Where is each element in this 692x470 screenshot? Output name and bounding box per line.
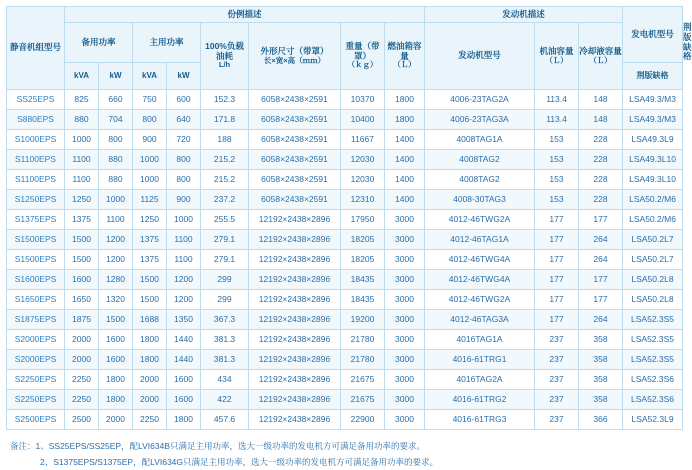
col-header-load100-unit: L/h xyxy=(218,60,231,70)
cell-dimension: 6058×2438×2591 xyxy=(249,190,341,210)
cell-engine-model: 4012-46TWG2A xyxy=(425,210,535,230)
cell-alternator-model: LSA49.3/M3 xyxy=(623,110,683,130)
cell-engine-model: 4012-46TAG1A xyxy=(425,230,535,250)
cell-engine-model: 4006-23TAG2A xyxy=(425,90,535,110)
cell-dimension: 12192×2438×2896 xyxy=(249,230,341,250)
cell-engine-model: 4012-46TWG2A xyxy=(425,290,535,310)
table-sub-header-row: 备用功率 主用功率 100%负载油耗 L/h 外形尺寸（带罩） 长×宽×高（ｍｍ） 重量（带罩） （ｋｇ） 燃油箱容量 （Ｌ） 发动机型号 机油容量 （Ｌ） 冷却液容量 （Ｌ） 荆版缺格 xyxy=(7,23,683,63)
cell-load100: 279.1 xyxy=(201,230,249,250)
col-header-tank-label: 燃油箱容量 xyxy=(387,40,422,61)
cell-unit-model: S1600EPS xyxy=(7,270,65,290)
cell-standby-kw: 1600 xyxy=(99,350,133,370)
cell-prime-kva: 2000 xyxy=(133,370,167,390)
cell-standby-kw: 1200 xyxy=(99,250,133,270)
table-row xyxy=(7,290,683,310)
cell-prime-kva: 1125 xyxy=(133,190,167,210)
cell-alternator-model: LSA49.3L10 xyxy=(623,170,683,190)
table-row xyxy=(7,330,683,350)
col-header-load100 xyxy=(201,23,249,90)
cell-prime-kva: 2250 xyxy=(133,410,167,430)
cell-prime-kw: 1100 xyxy=(167,230,201,250)
cell-weight: 12030 xyxy=(341,150,385,170)
col-header-weight-label: 重量（带罩） xyxy=(345,40,380,61)
cell-tank: 1400 xyxy=(385,130,425,150)
cell-weight: 18205 xyxy=(341,230,385,250)
cell-prime-kw: 1440 xyxy=(167,350,201,370)
cell-dimension: 12192×2438×2896 xyxy=(249,310,341,330)
cell-oil: 153 xyxy=(535,170,579,190)
col-header-dimension-label: 外形尺寸（带罩） xyxy=(260,45,329,56)
cell-unit-model: S1250EPS xyxy=(7,190,65,210)
cell-alternator-model: LSA49.3L9 xyxy=(623,130,683,150)
cell-oil: 177 xyxy=(535,270,579,290)
cell-cool: 264 xyxy=(579,250,623,270)
cell-standby-kva: 1100 xyxy=(65,170,99,190)
table-group-header-row xyxy=(7,7,683,23)
cell-engine-model: 4016TAG1A xyxy=(425,330,535,350)
cell-engine-model: 4016TAG2A xyxy=(425,370,535,390)
cell-tank: 3000 xyxy=(385,210,425,230)
cell-standby-kva: 2000 xyxy=(65,330,99,350)
cell-tank: 1400 xyxy=(385,190,425,210)
cell-oil: 177 xyxy=(535,230,579,250)
col-header-cool xyxy=(579,23,623,90)
cell-prime-kva: 1250 xyxy=(133,210,167,230)
cell-oil: 113.4 xyxy=(535,90,579,110)
cell-tank: 3000 xyxy=(385,310,425,330)
cell-weight: 21780 xyxy=(341,330,385,350)
cell-oil: 237 xyxy=(535,390,579,410)
cell-tank: 1400 xyxy=(385,150,425,170)
cell-prime-kva: 750 xyxy=(133,90,167,110)
cell-tank: 3000 xyxy=(385,270,425,290)
cell-weight: 11667 xyxy=(341,130,385,150)
cell-alternator-model: LSA49.3/M3 xyxy=(623,90,683,110)
cell-prime-kva: 1000 xyxy=(133,170,167,190)
cell-standby-kw: 1000 xyxy=(99,190,133,210)
cell-load100: 188 xyxy=(201,130,249,150)
cell-unit-model: S1100EPS xyxy=(7,170,65,190)
generator-spec-table xyxy=(6,6,692,430)
cell-unit-model: S1875EPS xyxy=(7,310,65,330)
cell-cool: 177 xyxy=(579,210,623,230)
cell-load100: 255.5 xyxy=(201,210,249,230)
cell-unit-model: SS25EPS xyxy=(7,90,65,110)
cell-prime-kva: 1375 xyxy=(133,230,167,250)
cell-weight: 19200 xyxy=(341,310,385,330)
cell-prime-kva: 1800 xyxy=(133,350,167,370)
cell-oil: 237 xyxy=(535,330,579,350)
cell-engine-model: 4012-46TWG4A xyxy=(425,250,535,270)
cell-oil: 237 xyxy=(535,410,579,430)
cell-dimension: 12192×2438×2896 xyxy=(249,350,341,370)
cell-engine-model: 4016-61TRG1 xyxy=(425,350,535,370)
table-row xyxy=(7,190,683,210)
cell-engine-model: 4012-46TAG3A xyxy=(425,310,535,330)
col-header-dimension xyxy=(249,23,341,90)
cell-weight: 18205 xyxy=(341,250,385,270)
cell-dimension: 12192×2438×2896 xyxy=(249,290,341,310)
col-header-standby-kw: kW xyxy=(99,63,133,90)
cell-cool: 148 xyxy=(579,90,623,110)
cell-cool: 264 xyxy=(579,230,623,250)
cell-weight: 21675 xyxy=(341,390,385,410)
col-header-cool-label: 冷却液容量 xyxy=(579,45,622,56)
cell-weight: 10370 xyxy=(341,90,385,110)
table-header xyxy=(7,7,692,90)
col-header-oil-label: 机油容量 xyxy=(539,45,574,56)
cell-prime-kw: 1000 xyxy=(167,210,201,230)
col-header-oil xyxy=(535,23,579,90)
col-header-alt-model-2: 荆版缺格 xyxy=(623,63,683,90)
cell-load100: 215.2 xyxy=(201,150,249,170)
cell-standby-kw: 1280 xyxy=(99,270,133,290)
cell-standby-kva: 825 xyxy=(65,90,99,110)
cell-tank: 3000 xyxy=(385,410,425,430)
cell-unit-model: S2500EPS xyxy=(7,410,65,430)
cell-alternator-model: LSA49.3L10 xyxy=(623,150,683,170)
cell-prime-kw: 1600 xyxy=(167,370,201,390)
cell-standby-kw: 2000 xyxy=(99,410,133,430)
cell-standby-kw: 660 xyxy=(99,90,133,110)
cell-alternator-model: LSA50.2L7 xyxy=(623,250,683,270)
cell-cool: 358 xyxy=(579,370,623,390)
group-header-alternator: 发电机型号 xyxy=(623,7,683,63)
table-row xyxy=(7,110,683,130)
cell-standby-kw: 1200 xyxy=(99,230,133,250)
cell-engine-model: 4008-30TAG3 xyxy=(425,190,535,210)
cell-weight: 21780 xyxy=(341,350,385,370)
note-1-text: 1、SS25EPS/SS25EP，配LVI634B只满足主用功率，选大一级功率的发电机方可满足备用功率的要求。 xyxy=(35,441,426,452)
cell-standby-kw: 1800 xyxy=(99,370,133,390)
cell-standby-kw: 704 xyxy=(99,110,133,130)
table-row xyxy=(7,370,683,390)
cell-prime-kw: 900 xyxy=(167,190,201,210)
cell-load100: 215.2 xyxy=(201,170,249,190)
table-body xyxy=(7,90,683,430)
table-row xyxy=(7,130,683,150)
cell-dimension: 12192×2438×2896 xyxy=(249,270,341,290)
cell-standby-kva: 1100 xyxy=(65,150,99,170)
cell-weight: 10400 xyxy=(341,110,385,130)
cell-alternator-model: LSA50.2/M6 xyxy=(623,210,683,230)
cell-weight: 18435 xyxy=(341,270,385,290)
cell-oil: 153 xyxy=(535,190,579,210)
cell-alternator-model: LSA50.2L8 xyxy=(623,270,683,290)
cell-unit-model: S1375EPS xyxy=(7,210,65,230)
cell-load100: 171.8 xyxy=(201,110,249,130)
table-row xyxy=(7,270,683,290)
cell-alternator-model: LSA52.3S6 xyxy=(623,370,683,390)
cell-load100: 381.3 xyxy=(201,350,249,370)
cell-cool: 228 xyxy=(579,170,623,190)
cell-engine-model: 4008TAG2 xyxy=(425,170,535,190)
cell-unit-model: S2250EPS xyxy=(7,370,65,390)
cell-weight: 17950 xyxy=(341,210,385,230)
cell-prime-kw: 1200 xyxy=(167,290,201,310)
cell-prime-kva: 900 xyxy=(133,130,167,150)
table-row xyxy=(7,90,683,110)
cell-prime-kw: 1800 xyxy=(167,410,201,430)
cell-cool: 366 xyxy=(579,410,623,430)
col-header-weight-unit: （ｋｇ） xyxy=(347,60,378,70)
table-row xyxy=(7,250,683,270)
cell-alternator-model: LSA52.3S5 xyxy=(623,330,683,350)
cell-cool: 358 xyxy=(579,350,623,370)
cell-prime-kw: 1200 xyxy=(167,270,201,290)
col-header-prime: 主用功率 xyxy=(133,23,201,63)
col-header-unit-model: 静音机组型号 xyxy=(7,7,65,90)
cell-alternator-model: LSA50.2/M6 xyxy=(623,190,683,210)
table-row xyxy=(7,350,683,370)
cell-cool: 358 xyxy=(579,390,623,410)
cell-standby-kva: 2000 xyxy=(65,350,99,370)
cell-load100: 279.1 xyxy=(201,250,249,270)
cell-standby-kva: 2250 xyxy=(65,390,99,410)
notes-label: 备注： xyxy=(10,441,36,452)
cell-standby-kw: 1600 xyxy=(99,330,133,350)
cell-load100: 381.3 xyxy=(201,330,249,350)
table-row xyxy=(7,230,683,250)
group-header-engine: 发动机描述 xyxy=(425,7,623,23)
cell-standby-kva: 1000 xyxy=(65,130,99,150)
cell-prime-kw: 1440 xyxy=(167,330,201,350)
col-header-oil-unit: （Ｌ） xyxy=(545,55,568,65)
cell-prime-kva: 1000 xyxy=(133,150,167,170)
cell-dimension: 6058×2438×2591 xyxy=(249,130,341,150)
group-header-spec: 份例描述 xyxy=(65,7,425,23)
cell-oil: 153 xyxy=(535,150,579,170)
cell-cool: 228 xyxy=(579,150,623,170)
cell-dimension: 12192×2438×2896 xyxy=(249,250,341,270)
cell-weight: 22900 xyxy=(341,410,385,430)
cell-oil: 177 xyxy=(535,310,579,330)
cell-prime-kva: 1500 xyxy=(133,270,167,290)
cell-standby-kva: 880 xyxy=(65,110,99,130)
cell-standby-kw: 1500 xyxy=(99,310,133,330)
col-header-standby: 备用功率 xyxy=(65,23,133,63)
cell-alternator-model: LSA50.2L7 xyxy=(623,230,683,250)
cell-load100: 299 xyxy=(201,270,249,290)
cell-unit-model: S2250EPS xyxy=(7,390,65,410)
cell-weight: 21675 xyxy=(341,370,385,390)
col-header-load100-label: 100%负载油耗 xyxy=(205,40,244,61)
cell-engine-model: 4008TAG2 xyxy=(425,150,535,170)
cell-alternator-model: LSA50.2L8 xyxy=(623,290,683,310)
note-line-1 xyxy=(10,438,674,454)
cell-engine-model: 4006-23TAG3A xyxy=(425,110,535,130)
cell-prime-kw: 800 xyxy=(167,150,201,170)
cell-unit-model: S1500EPS xyxy=(7,250,65,270)
col-header-weight xyxy=(341,23,385,90)
cell-standby-kva: 1600 xyxy=(65,270,99,290)
cell-cool: 228 xyxy=(579,190,623,210)
cell-load100: 299 xyxy=(201,290,249,310)
cell-prime-kva: 1688 xyxy=(133,310,167,330)
col-header-cool-unit: （Ｌ） xyxy=(589,55,612,65)
cell-unit-model: S2000EPS xyxy=(7,350,65,370)
cell-dimension: 12192×2438×2896 xyxy=(249,370,341,390)
cell-weight: 18435 xyxy=(341,290,385,310)
cell-standby-kva: 2250 xyxy=(65,370,99,390)
cell-load100: 367.3 xyxy=(201,310,249,330)
cell-alternator-model: LSA52.3S5 xyxy=(623,350,683,370)
notes-block xyxy=(6,438,674,470)
cell-oil: 177 xyxy=(535,290,579,310)
table-row xyxy=(7,410,683,430)
cell-cool: 264 xyxy=(579,310,623,330)
cell-unit-model: S2000EPS xyxy=(7,330,65,350)
cell-standby-kw: 880 xyxy=(99,170,133,190)
cell-load100: 422 xyxy=(201,390,249,410)
cell-tank: 3000 xyxy=(385,390,425,410)
cell-cool: 177 xyxy=(579,270,623,290)
cell-standby-kw: 1800 xyxy=(99,390,133,410)
cell-standby-kw: 880 xyxy=(99,150,133,170)
cell-oil: 153 xyxy=(535,130,579,150)
cell-engine-model: 4008TAG1A xyxy=(425,130,535,150)
cell-standby-kw: 800 xyxy=(99,130,133,150)
cell-prime-kva: 1500 xyxy=(133,290,167,310)
cell-oil: 113.4 xyxy=(535,110,579,130)
cell-tank: 1800 xyxy=(385,110,425,130)
cell-tank: 3000 xyxy=(385,370,425,390)
cell-standby-kva: 1375 xyxy=(65,210,99,230)
cell-engine-model: 4016-61TRG3 xyxy=(425,410,535,430)
cell-standby-kw: 1320 xyxy=(99,290,133,310)
cell-standby-kva: 1650 xyxy=(65,290,99,310)
table-row xyxy=(7,310,683,330)
cell-tank: 3000 xyxy=(385,290,425,310)
table-row xyxy=(7,210,683,230)
col-header-standby-kva: kVA xyxy=(65,63,99,90)
cell-prime-kw: 1350 xyxy=(167,310,201,330)
cell-load100: 237.2 xyxy=(201,190,249,210)
cell-unit-model: S880EPS xyxy=(7,110,65,130)
cell-weight: 12030 xyxy=(341,170,385,190)
cell-prime-kva: 2000 xyxy=(133,390,167,410)
cell-alternator-model: LSA52.3L9 xyxy=(623,410,683,430)
col-header-prime-kw: kW xyxy=(167,63,201,90)
cell-engine-model: 4016-61TRG2 xyxy=(425,390,535,410)
cell-alternator-model: LSA52.3S5 xyxy=(623,310,683,330)
cell-load100: 434 xyxy=(201,370,249,390)
col-header-prime-kva: kVA xyxy=(133,63,167,90)
col-header-dimension-unit: 长×宽×高（ｍｍ） xyxy=(263,55,326,65)
cell-standby-kva: 1500 xyxy=(65,250,99,270)
cell-standby-kva: 1250 xyxy=(65,190,99,210)
cell-load100: 152.3 xyxy=(201,90,249,110)
cell-oil: 237 xyxy=(535,370,579,390)
cell-tank: 3000 xyxy=(385,350,425,370)
cell-unit-model: S1650EPS xyxy=(7,290,65,310)
cell-prime-kw: 1100 xyxy=(167,250,201,270)
cell-unit-model: S1000EPS xyxy=(7,130,65,150)
col-header-tank-unit: （Ｌ） xyxy=(393,60,416,70)
cell-cool: 358 xyxy=(579,330,623,350)
cell-prime-kva: 800 xyxy=(133,110,167,130)
table-row xyxy=(7,390,683,410)
cell-unit-model: S1500EPS xyxy=(7,230,65,250)
note-line-2 xyxy=(10,454,674,470)
cell-prime-kw: 800 xyxy=(167,170,201,190)
cell-oil: 177 xyxy=(535,210,579,230)
cell-prime-kw: 720 xyxy=(167,130,201,150)
cell-engine-model: 4012-46TWG4A xyxy=(425,270,535,290)
col-header-tank xyxy=(385,23,425,90)
cell-alternator-model: LSA52.3S6 xyxy=(623,390,683,410)
cell-prime-kva: 1375 xyxy=(133,250,167,270)
cell-dimension: 12192×2438×2896 xyxy=(249,390,341,410)
cell-dimension: 6058×2438×2591 xyxy=(249,170,341,190)
cell-weight: 12310 xyxy=(341,190,385,210)
cell-prime-kva: 1800 xyxy=(133,330,167,350)
cell-tank: 3000 xyxy=(385,230,425,250)
cell-cool: 177 xyxy=(579,290,623,310)
table-row xyxy=(7,150,683,170)
cell-standby-kw: 1100 xyxy=(99,210,133,230)
cell-oil: 177 xyxy=(535,250,579,270)
cell-dimension: 6058×2438×2591 xyxy=(249,150,341,170)
cell-tank: 3000 xyxy=(385,330,425,350)
cell-standby-kva: 2500 xyxy=(65,410,99,430)
note-2-text: 2、S1375EPS/S1375EP，配LVI634G只满足主用功率，选大一级功率的发电机方可满足备用功率的要求。 xyxy=(40,457,439,468)
col-header-engine-model: 发动机型号 xyxy=(425,23,535,90)
cell-dimension: 6058×2438×2591 xyxy=(249,110,341,130)
cell-load100: 457.6 xyxy=(201,410,249,430)
cell-dimension: 12192×2438×2896 xyxy=(249,330,341,350)
cell-dimension: 12192×2438×2896 xyxy=(249,210,341,230)
cell-tank: 1400 xyxy=(385,170,425,190)
cell-cool: 148 xyxy=(579,110,623,130)
cell-standby-kva: 1500 xyxy=(65,230,99,250)
cell-unit-model: S1100EPS xyxy=(7,150,65,170)
cell-prime-kw: 600 xyxy=(167,90,201,110)
cell-cool: 228 xyxy=(579,130,623,150)
cell-oil: 237 xyxy=(535,350,579,370)
cell-dimension: 6058×2438×2591 xyxy=(249,90,341,110)
cell-prime-kw: 640 xyxy=(167,110,201,130)
cell-standby-kva: 1875 xyxy=(65,310,99,330)
table-row xyxy=(7,170,683,190)
cell-tank: 1800 xyxy=(385,90,425,110)
cell-prime-kw: 1600 xyxy=(167,390,201,410)
cell-tank: 3000 xyxy=(385,250,425,270)
cell-dimension: 12192×2438×2896 xyxy=(249,410,341,430)
